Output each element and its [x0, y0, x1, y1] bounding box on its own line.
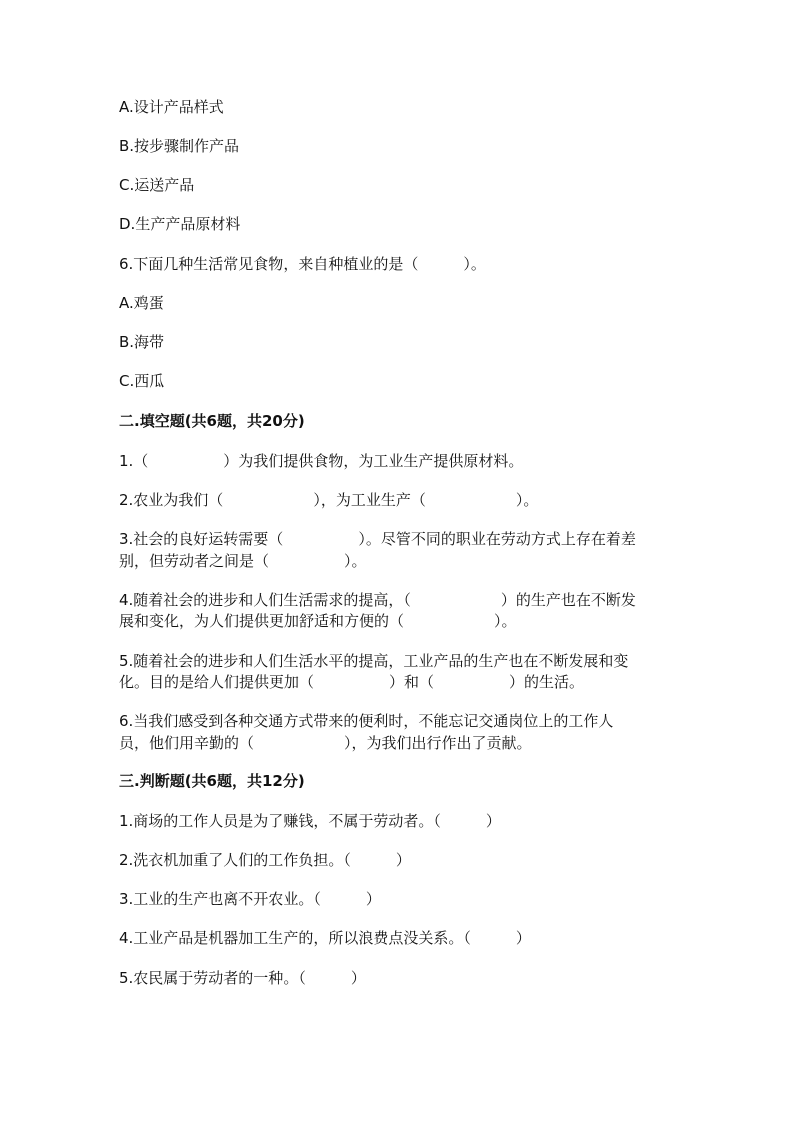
judge-question-2: 2.洗衣机加重了人们的工作负担。（ ）: [119, 851, 411, 869]
fill-question-5-line1: 5.随着社会的进步和人们生活水平的提高，工业产品的生产也在不断发展和变: [119, 652, 629, 670]
judge-question-5: 5.农民属于劳动者的一种。（ ）: [119, 969, 366, 987]
fill-question-6-line1: 6.当我们感受到各种交通方式带来的便利时，不能忘记交通岗位上的工作人: [119, 712, 614, 730]
judge-question-4: 4.工业产品是机器加工生产的，所以浪费点没关系。（ ）: [119, 929, 531, 947]
section-heading-fill-blank: 二.填空题(共6题，共20分): [119, 412, 305, 430]
fill-question-4-line1: 4.随着社会的进步和人们生活需求的提高，（ ）的生产也在不断发: [119, 591, 636, 609]
fill-question-1: 1.（ ）为我们提供食物，为工业生产提供原材料。: [119, 452, 524, 470]
fill-question-3-line1: 3.社会的良好运转需要（ ）。尽管不同的职业在劳动方式上存在着差: [119, 530, 636, 548]
option-d: D.生产产品原材料: [119, 215, 241, 233]
question-6-stem: 6.下面几种生活常见食物，来自种植业的是（ ）。: [119, 255, 486, 273]
judge-question-3: 3.工业的生产也离不开农业。（ ）: [119, 890, 381, 908]
fill-question-2: 2.农业为我们（ ），为工业生产（ ）。: [119, 491, 539, 509]
question-6-option-b: B.海带: [119, 333, 165, 351]
section-heading-true-false: 三.判断题(共6题，共12分): [119, 772, 305, 790]
fill-question-4-line2: 展和变化，为人们提供更加舒适和方便的（ ）。: [119, 612, 517, 630]
question-6-option-c: C.西瓜: [119, 372, 165, 390]
fill-question-5-line2: 化。目的是给人们提供更加（ ）和（ ）的生活。: [119, 673, 585, 691]
question-6-option-a: A.鸡蛋: [119, 294, 164, 312]
option-b: B.按步骤制作产品: [119, 137, 240, 155]
option-c: C.运送产品: [119, 176, 195, 194]
fill-question-6-line2: 员，他们用辛勤的（ ），为我们出行作出了贡献。: [119, 734, 532, 752]
fill-question-3-line2: 别，但劳动者之间是（ ）。: [119, 552, 367, 570]
option-a: A.设计产品样式: [119, 98, 224, 116]
judge-question-1: 1.商场的工作人员是为了赚钱，不属于劳动者。（ ）: [119, 812, 501, 830]
